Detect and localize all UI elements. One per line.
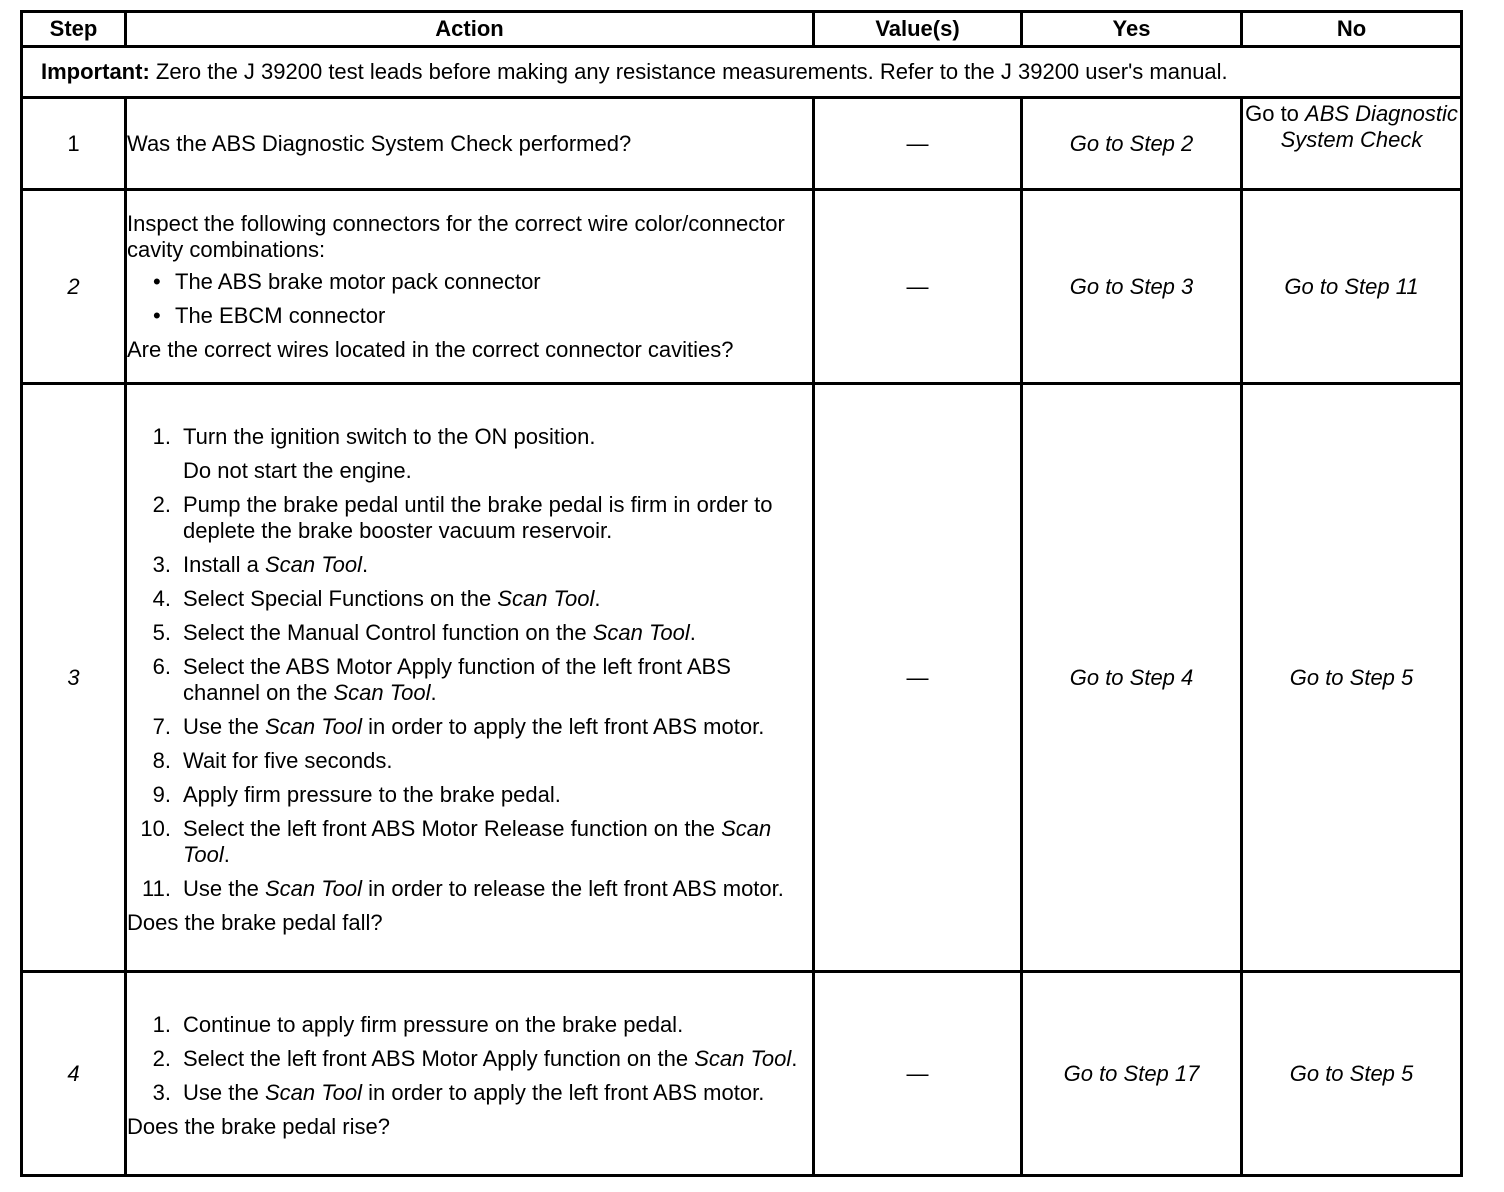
scan-tool-ref: Scan Tool xyxy=(264,1079,362,1105)
item-subtext: Do not start the engine. xyxy=(183,457,412,483)
item-number: 3. xyxy=(152,1079,171,1105)
item-number: 8. xyxy=(152,747,171,773)
item-text: Wait for five seconds. xyxy=(183,747,393,773)
scan-tool-ref: Scan Tool xyxy=(264,875,362,901)
item-number: 9. xyxy=(152,781,171,807)
yes-result[interactable]: Go to Step 2 xyxy=(1022,98,1242,190)
item-text: Install a xyxy=(183,551,265,577)
question: Are the correct wires located in the correct connector cavities? xyxy=(127,336,734,362)
yes-result[interactable]: Go to Step 17 xyxy=(1022,972,1242,1176)
scan-tool-ref: Scan Tool xyxy=(264,551,362,577)
list-item xyxy=(127,1012,812,1038)
item-text: Use the xyxy=(183,713,265,739)
item-text: Select the left front ABS Motor Apply function on the xyxy=(183,1045,695,1071)
item-number: 3. xyxy=(152,551,171,577)
item-number: 1. xyxy=(152,1011,171,1037)
list-item xyxy=(127,714,812,740)
scan-tool-ref: Scan Tool xyxy=(497,585,595,611)
yes-result[interactable]: Go to Step 4 xyxy=(1022,384,1242,972)
list-item xyxy=(127,816,812,868)
value-cell: — xyxy=(814,98,1022,190)
no-result[interactable]: Go to Step 11 xyxy=(1242,190,1462,384)
question: Does the brake pedal fall? xyxy=(127,909,383,935)
list-item: • The ABS brake motor pack connector xyxy=(127,269,812,295)
item-number: 10. xyxy=(140,815,171,841)
item-text: in order to apply the left front ABS motor. xyxy=(361,713,765,739)
no-result[interactable]: Go to Step 5 xyxy=(1242,384,1462,972)
item-number: 5. xyxy=(152,619,171,645)
list-item xyxy=(127,748,812,774)
table-row-step-1 xyxy=(22,98,1462,190)
item-text: Select the left front ABS Motor Release function on the xyxy=(183,815,722,841)
important-label: Important: xyxy=(41,59,150,84)
value-cell: — xyxy=(814,384,1022,972)
item-text: . xyxy=(689,619,696,645)
item-number: 6. xyxy=(152,653,171,679)
list-item xyxy=(127,424,812,484)
item-text: . xyxy=(791,1045,798,1071)
step-number: 4 xyxy=(22,972,126,1176)
item-number: 2. xyxy=(152,491,171,517)
value-cell: — xyxy=(814,190,1022,384)
item-text: . xyxy=(430,679,437,705)
item-text: Pump the brake pedal until the brake pedal is firm in order to deplete the brake booster vacuum reservoir. xyxy=(183,491,773,543)
list-item xyxy=(127,1046,812,1072)
header-action: Action xyxy=(126,12,814,47)
header-values: Value(s) xyxy=(814,12,1022,47)
important-note xyxy=(22,47,1462,98)
connector-list xyxy=(127,269,812,329)
item-text: in order to apply the left front ABS motor. xyxy=(361,1079,765,1105)
list-item: • The EBCM connector xyxy=(127,303,812,329)
item-text: Select the Manual Control function on the xyxy=(183,619,593,645)
procedure-list xyxy=(127,1012,812,1106)
item-text: . xyxy=(594,585,601,611)
diagnostic-table xyxy=(20,10,1463,1177)
list-item xyxy=(127,552,812,578)
action-cell xyxy=(126,972,814,1176)
item-text: Use the xyxy=(183,875,265,901)
list-item xyxy=(127,1080,812,1106)
yes-result[interactable]: Go to Step 3 xyxy=(1022,190,1242,384)
item-text: Select the ABS Motor Apply function of the left front ABS channel on the xyxy=(183,653,731,705)
item-number: 4. xyxy=(152,585,171,611)
scan-tool-ref: Scan Tool xyxy=(183,815,772,867)
question: Does the brake pedal rise? xyxy=(127,1113,390,1139)
action-intro: Inspect the following connectors for the correct wire color/connector cavity combinations: xyxy=(127,210,785,262)
list-item xyxy=(127,876,812,902)
scan-tool-ref: Scan Tool xyxy=(694,1045,792,1071)
procedure-list xyxy=(127,424,812,902)
step-number: 3 xyxy=(22,384,126,972)
no-result-prefix: Go to xyxy=(1245,101,1306,126)
action-cell xyxy=(126,384,814,972)
action-cell xyxy=(126,190,814,384)
item-text: . xyxy=(223,841,230,867)
important-row xyxy=(22,47,1462,98)
item-text: Use the xyxy=(183,1079,265,1105)
item-text: Select Special Functions on the xyxy=(183,585,498,611)
list-item xyxy=(127,586,812,612)
question: Was the ABS Diagnostic System Check performed? xyxy=(127,130,632,156)
step-number: 2 xyxy=(22,190,126,384)
value-cell: — xyxy=(814,972,1022,1176)
header-step: Step xyxy=(22,12,126,47)
no-result[interactable] xyxy=(1242,98,1462,190)
list-item xyxy=(127,492,812,544)
header-row xyxy=(22,12,1462,47)
item-text: Apply firm pressure to the brake pedal. xyxy=(183,781,561,807)
scan-tool-ref: Scan Tool xyxy=(264,713,362,739)
scan-tool-ref: Scan Tool xyxy=(592,619,690,645)
no-result[interactable]: Go to Step 5 xyxy=(1242,972,1462,1176)
item-text: in order to release the left front ABS motor. xyxy=(361,875,784,901)
list-item xyxy=(127,654,812,706)
list-item xyxy=(127,620,812,646)
header-yes: Yes xyxy=(1022,12,1242,47)
header-no: No xyxy=(1242,12,1462,47)
table-row-step-4 xyxy=(22,972,1462,1176)
item-number: 11. xyxy=(142,875,171,901)
scan-tool-ref: Scan Tool xyxy=(333,679,431,705)
item-number: 2. xyxy=(152,1045,171,1071)
table-row-step-3 xyxy=(22,384,1462,972)
step-number: 1 xyxy=(22,98,126,190)
item-text: . xyxy=(361,551,369,577)
item-number: 7. xyxy=(152,713,171,739)
item-text: Turn the ignition switch to the ON position. xyxy=(183,423,596,449)
action-cell xyxy=(126,98,814,190)
table-row-step-2 xyxy=(22,190,1462,384)
no-result-link[interactable]: ABS Diagnostic System Check xyxy=(1280,101,1458,152)
important-text: Zero the J 39200 test leads before making any resistance measurements. Refer to the J 39200 user's manual. xyxy=(149,59,1228,84)
item-number: 1. xyxy=(152,423,171,449)
item-text: Continue to apply firm pressure on the brake pedal. xyxy=(183,1011,684,1037)
list-item xyxy=(127,782,812,808)
